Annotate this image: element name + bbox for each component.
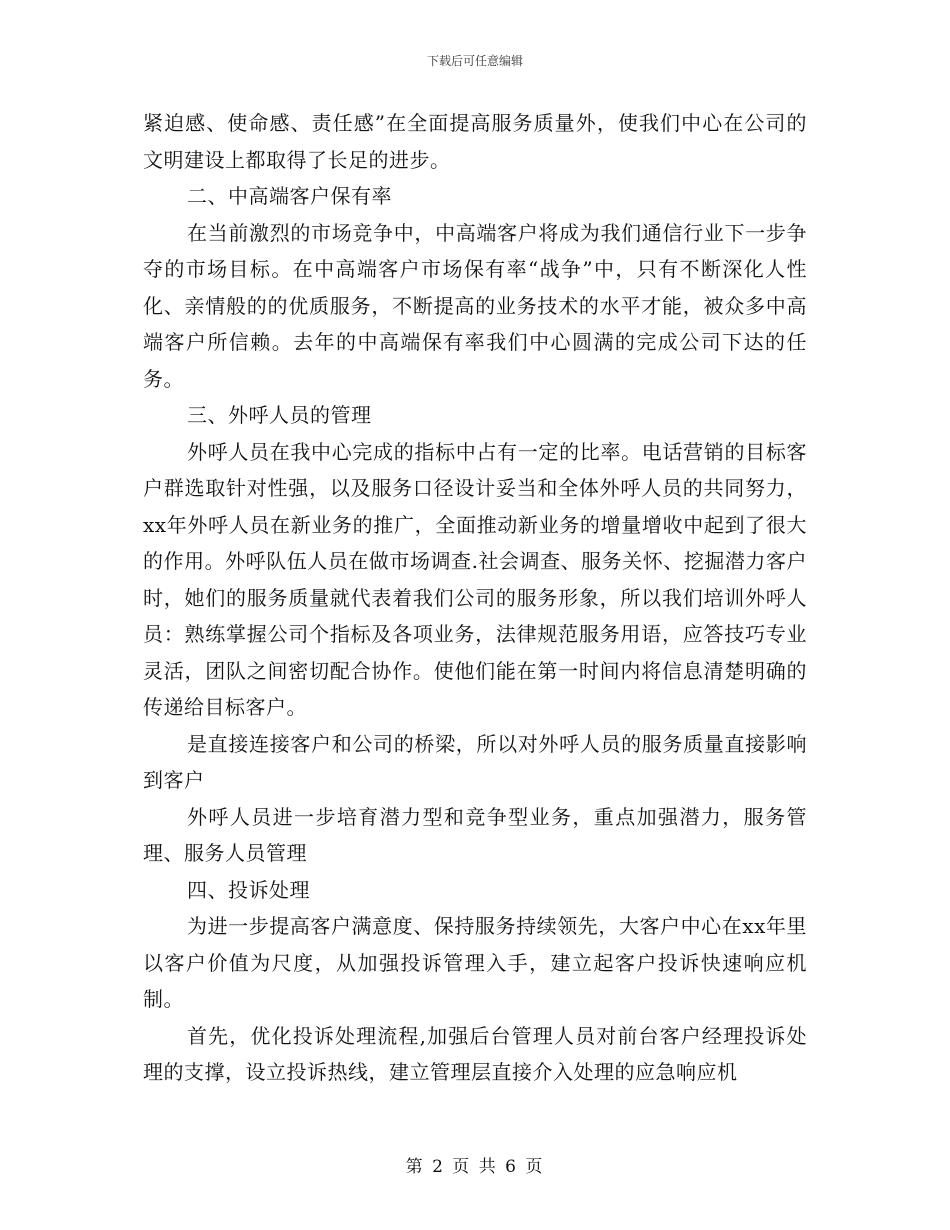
section-heading: 四、投诉处理 [187, 877, 310, 902]
body-text [143, 105, 807, 1091]
paragraph: 在当前激烈的市场竞争中，中高端客户将成为我们通信行业下一步争夺的市场目标。在中高端客户市场保有率“战争”中，只有不断深化人性化、亲情般的的优质服务，不断提高的业务技术的水平才能，被众多中高端客户所信赖。去年的中高端保有率我们中心圆满的完成公司下达的任务。 [143, 220, 807, 391]
paragraph: 紧迫感、使命感、责任感”在全面提高服务质量外，使我们中心在公司的文明建设上都取得了长足的进步。 [143, 111, 807, 172]
page-header-note: 下载后可任意编辑 [426, 54, 523, 68]
paragraph: 是直接连接客户和公司的桥梁，所以对外呼人员的服务质量直接影响到客户 [143, 731, 807, 792]
paragraph: 首先，优化投诉处理流程,加强后台管理人员对前台客户经理投诉处理的支撑，设立投诉热线，建立管理层直接介入处理的应急响应机 [143, 1023, 807, 1084]
paragraph: 为进一步提高客户满意度、保持服务持续领先，大客户中心在xx年里以客户价值为尺度，从加强投诉管理入手，建立起客户投诉快速响应机制。 [143, 914, 807, 1011]
page-number: 第 2 页 共 6 页 [405, 1157, 545, 1177]
paragraph: 外呼人员进一步培育潜力型和竞争型业务，重点加强潜力，服务管理、服务人员管理 [143, 804, 807, 865]
section-heading: 二、中高端客户保有率 [187, 184, 392, 208]
section-heading: 三、外呼人员的管理 [187, 403, 372, 427]
paragraph: 外呼人员在我中心完成的指标中占有一定的比率。电话营销的目标客户群选取针对性强，以及服务口径设计妥当和全体外呼人员的共同努力，xx年外呼人员在新业务的推广，全面推动新业务的增量增收中起到了很大的作用。外呼队伍人员在做市场调查.社会调查、服务关怀、挖掘潜力客户时，她们的服务质量就代表着我们公司的服务形象，所以我们培训外呼人员：熟练掌握公司个指标及各项业务，法律规范服务用语，应答技巧专业灵活，团队之间密切配合协作。使他们能在第一时间内将信息清楚明确的传递给目标客户。 [143, 439, 807, 719]
